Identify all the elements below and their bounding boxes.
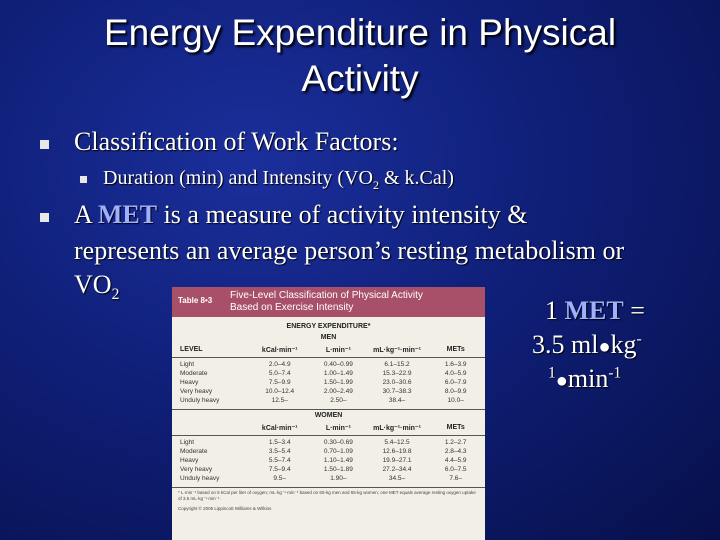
cell: Moderate [180, 448, 208, 455]
cell: Heavy [180, 457, 199, 464]
table-row [172, 360, 485, 369]
met-classification-table [172, 287, 485, 540]
cell: Heavy [180, 379, 199, 386]
cell: 4.4–5.9 [444, 457, 467, 464]
cell: Unduly heavy [180, 397, 220, 404]
col-lmin: L·min⁻¹ [325, 347, 351, 354]
cell: 3.5–5.4 [268, 448, 291, 455]
table-group-title: ENERGY EXPENDITURE* [286, 323, 371, 330]
table-footnote: * L·min⁻¹ based on 5 kCal per liter of oxygen; mL·kg⁻¹·min⁻¹ based on 65-kg men and 55-kg women; one MET equals average resting oxygen uptake of 3.5 mL·kg⁻¹·min⁻¹. [172, 487, 485, 504]
bullet-met-line3 [74, 270, 119, 304]
table-column-headers-men [172, 343, 485, 358]
table-header [172, 287, 485, 317]
col-mlkg: mL·kg⁻¹·min⁻¹ [373, 425, 421, 432]
women-rows [172, 436, 485, 487]
cell: 6.0–7.9 [444, 379, 467, 386]
col-lmin: L·min⁻¹ [325, 425, 351, 432]
col-level: LEVEL [180, 346, 203, 353]
col-level [172, 424, 250, 432]
table-women-label: WOMEN [172, 409, 485, 421]
cell: 0.70–1.09 [323, 448, 353, 455]
bullet-met-line1 [74, 200, 528, 230]
met-def-kg-sup: - [636, 330, 642, 348]
cell: 2.50– [330, 397, 347, 404]
cell: Very heavy [180, 466, 213, 473]
col-kcal: kCal·min⁻¹ [261, 347, 298, 354]
cell: 2.0–4.9 [268, 361, 291, 368]
cell: 10.0– [447, 397, 464, 404]
met-term: MET [97, 200, 158, 229]
cell: 1.50–1.89 [323, 466, 353, 473]
table-row [172, 396, 485, 405]
table-row [172, 378, 485, 387]
met-def-post: = [623, 296, 645, 325]
cell: 1.10–1.49 [323, 457, 353, 464]
cell: 5.5–7.4 [268, 457, 291, 464]
table-row [172, 369, 485, 378]
cell: 4.0–5.9 [444, 370, 467, 377]
col-mlkg: mL·kg⁻¹·min⁻¹ [373, 347, 421, 354]
cell: 12.5– [271, 397, 288, 404]
cell: 5.0–7.4 [268, 370, 291, 377]
cell: 2.8–4.3 [444, 448, 467, 455]
cell: 0.40–0.99 [323, 361, 353, 368]
cell: Light [180, 361, 195, 368]
met-def-pre: 1 [545, 296, 565, 325]
cell: 34.5– [388, 475, 406, 482]
table-row [172, 438, 485, 447]
met-definition-line3 [548, 364, 621, 394]
sub-bullet-sub: 2 [372, 178, 379, 192]
met-def-min-sup: -1 [608, 364, 622, 382]
cell: 7.5–9.4 [268, 466, 291, 473]
cell: 1.2–2.7 [444, 439, 467, 446]
cell: Very heavy [180, 388, 213, 395]
table-caption-line2: Based on Exercise Intensity [230, 302, 354, 313]
cell: 1.90– [330, 475, 347, 482]
cell: 19.9–27.1 [382, 457, 412, 464]
cell: 1.5–3.4 [268, 439, 291, 446]
bullet-met-line2: represents an average person’s resting metabolism or [74, 236, 625, 265]
table-caption [230, 290, 423, 314]
sub-bullet-text-pre: Duration (min) and Intensity (VO [103, 167, 373, 189]
cell: 0.30–0.69 [323, 439, 353, 446]
vo2-text: VO [74, 270, 112, 299]
cell: 7.6– [449, 475, 463, 482]
cell: 27.2–34.4 [382, 466, 412, 473]
cell: 6.0–7.5 [444, 466, 467, 473]
col-mets: METs [446, 424, 465, 431]
slide-title [0, 10, 720, 102]
cell: 1.00–1.49 [323, 370, 353, 377]
table-number: Table 8•3 [178, 296, 213, 305]
vo2-sub: 2 [111, 286, 120, 304]
cell: 15.3–22.9 [382, 370, 412, 377]
cell: 9.5– [273, 475, 287, 482]
sub-bullet-duration [103, 167, 454, 193]
met-def-term: MET [564, 296, 624, 325]
table-row [172, 465, 485, 474]
cell: 8.0–9.9 [444, 388, 467, 395]
sub-bullet-marker [80, 176, 87, 183]
met-text-pre: A [74, 200, 98, 229]
table-body [172, 321, 485, 514]
bullet-work-factors: Classification of Work Factors: [74, 127, 399, 156]
cell: 7.5–9.9 [268, 379, 291, 386]
table-men-label: MEN [320, 334, 337, 341]
met-definition-line2 [532, 330, 642, 360]
title-line-1: Energy Expenditure in Physical [103, 12, 617, 53]
cell: 5.4–12.5 [384, 439, 410, 446]
met-def-ml: 3.5 ml [532, 330, 599, 359]
cell: 23.0–30.6 [382, 379, 412, 386]
col-kcal: kCal·min⁻¹ [261, 425, 298, 432]
cell: 1.6–3.9 [444, 361, 467, 368]
cell: 1.50–1.99 [323, 379, 353, 386]
cell: Moderate [180, 370, 208, 377]
table-caption-line1: Five-Level Classification of Physical Activity [230, 290, 423, 301]
bullet-marker-2 [40, 213, 49, 222]
cell: 6.1–15.2 [384, 361, 410, 368]
men-rows [172, 358, 485, 409]
bullet-marker-1 [40, 140, 49, 149]
multiply-dot-icon-2: ● [555, 370, 568, 392]
cell: 10.0–12.4 [265, 388, 295, 395]
table-row [172, 474, 485, 483]
met-def-min: min [567, 364, 609, 393]
multiply-dot-icon: ● [598, 336, 611, 358]
title-line-2: Activity [301, 58, 419, 99]
table-row [172, 447, 485, 456]
table-row [172, 456, 485, 465]
met-def-kg: kg [610, 330, 637, 359]
sub-bullet-text-post: & k.Cal) [378, 167, 454, 189]
met-definition-line1 [545, 296, 645, 326]
cell: 12.6–19.8 [382, 448, 412, 455]
table-copyright: Copyright © 2005 Lippincott Williams & Wilkins [178, 506, 272, 511]
table-row [172, 387, 485, 396]
met-text-post: is a measure of activity intensity & [157, 200, 528, 229]
col-mets: METs [446, 346, 465, 353]
cell: Unduly heavy [180, 475, 220, 482]
cell: 38.4– [388, 397, 406, 404]
table-column-headers-women [172, 421, 485, 436]
cell: Light [180, 439, 195, 446]
met-def-line3-sup: 1 [548, 364, 556, 382]
cell: 2.00–2.49 [323, 388, 353, 395]
cell: 30.7–38.3 [382, 388, 412, 395]
